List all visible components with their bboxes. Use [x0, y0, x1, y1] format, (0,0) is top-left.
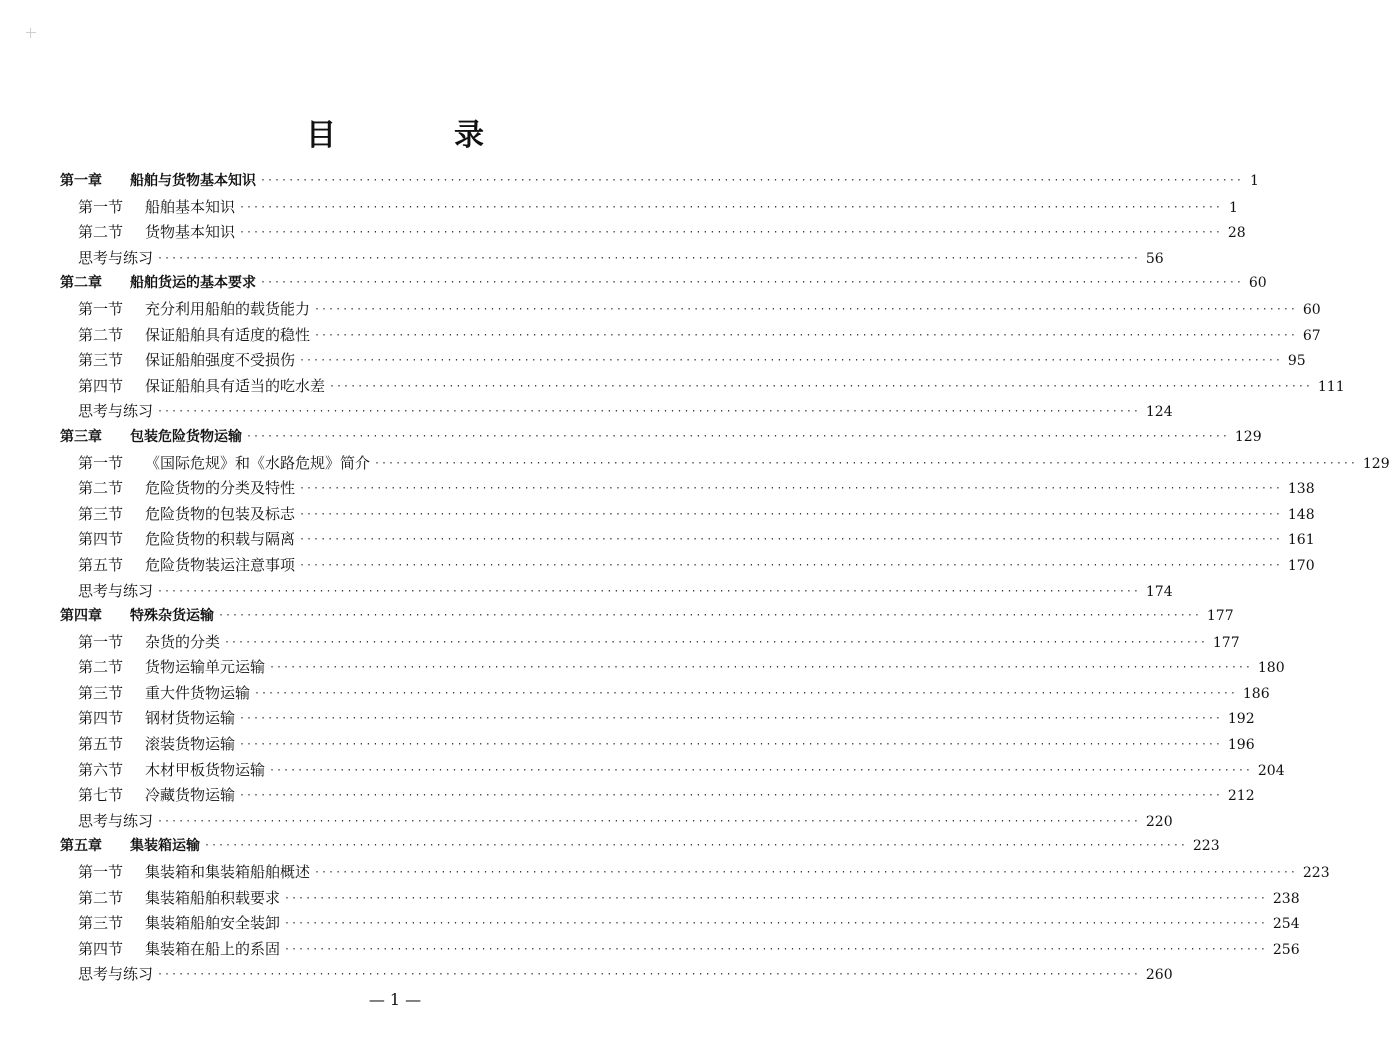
toc-section-row — [60, 553, 1315, 579]
toc-page-number: 124 — [1145, 404, 1173, 421]
toc-entry-number: 第四节 — [78, 530, 124, 549]
toc-entry-number: 第一节 — [78, 197, 124, 216]
toc-entry-number: 第三节 — [78, 351, 124, 370]
toc-page-number: 204 — [1257, 762, 1285, 779]
toc-entry-title: 思考与练习 — [78, 402, 154, 421]
toc-dot-leader: ············································································································································ — [239, 227, 1222, 239]
toc-entry-title: 集装箱船舶积载要求 — [145, 888, 281, 907]
toc-page-number: 180 — [1257, 660, 1285, 677]
toc-entry-number: 第二节 — [78, 325, 124, 344]
toc-entry-title: 钢材货物运输 — [145, 709, 236, 728]
toc-section-row — [60, 706, 1255, 732]
toc-section-row — [60, 886, 1300, 912]
toc-page-number: 170 — [1287, 557, 1315, 574]
toc-entry-title: 思考与练习 — [78, 965, 154, 984]
toc-section-row — [60, 195, 1238, 221]
toc-page-number: 148 — [1287, 506, 1315, 523]
toc-entry-number: 第三章 — [60, 428, 102, 445]
toc-entry-number: 第二节 — [78, 658, 124, 677]
toc-exercise-row — [60, 246, 1164, 272]
toc-page-number: 95 — [1287, 353, 1306, 370]
toc-page-number: 254 — [1272, 916, 1300, 933]
toc-section-row — [60, 630, 1240, 656]
toc-page-number: 256 — [1272, 941, 1300, 958]
toc-dot-leader: ············································································································································ — [239, 713, 1222, 725]
toc-dot-leader: ············································································································································ — [284, 918, 1267, 930]
toc-entry-title: 思考与练习 — [78, 811, 154, 830]
toc-section-row — [60, 783, 1255, 809]
toc-dot-leader: ············································································································································ — [246, 430, 1229, 442]
toc-dot-leader: ············································································································································ — [374, 457, 1357, 469]
toc-page-number: 28 — [1227, 225, 1246, 242]
toc-entry-title: 集装箱在船上的系固 — [145, 939, 281, 958]
toc-entry-number: 第四节 — [78, 709, 124, 728]
toc-entry-title: 货物基本知识 — [145, 223, 236, 242]
toc-section-row — [60, 911, 1300, 937]
toc-page-number: 223 — [1302, 865, 1330, 882]
toc-dot-leader: ············································································································································ — [239, 790, 1222, 802]
toc-section-row — [60, 681, 1270, 707]
toc-entry-title: 滚装货物运输 — [145, 735, 236, 754]
crop-mark-top-left-h — [26, 32, 36, 33]
toc-section-row — [60, 502, 1315, 528]
toc-page-number: 223 — [1192, 838, 1220, 855]
toc-entry-number: 第四节 — [78, 939, 124, 958]
toc-entry-title: 危险货物的积载与隔离 — [145, 530, 296, 549]
toc-entry-number: 第一节 — [78, 453, 124, 472]
toc-chapter-row — [60, 169, 1259, 195]
toc-entry-title: 危险货物的分类及特性 — [145, 479, 296, 498]
toc-entry-number: 第一节 — [78, 632, 124, 651]
toc-entry-number: 第二节 — [78, 223, 124, 242]
toc-entry-title: 冷藏货物运输 — [145, 786, 236, 805]
toc-entry-number: 第四节 — [78, 376, 124, 395]
toc-chapter-row — [60, 425, 1262, 451]
toc-entry-title: 思考与练习 — [78, 248, 154, 267]
toc-page-number: 161 — [1287, 532, 1315, 549]
toc-section-row — [60, 220, 1246, 246]
toc-page-number: 174 — [1145, 583, 1173, 600]
toc-entry-title: 思考与练习 — [78, 581, 154, 600]
toc-chapter-row — [60, 271, 1267, 297]
toc-page-number: 111 — [1317, 378, 1345, 395]
toc-section-row — [60, 655, 1285, 681]
toc-entry-number: 第二节 — [78, 888, 124, 907]
toc-page-number: 212 — [1227, 788, 1255, 805]
toc-dot-leader: ············································································································································ — [299, 534, 1282, 546]
toc-entry-title: 保证船舶强度不受损伤 — [145, 351, 296, 370]
toc-dot-leader: ············································································································································ — [269, 662, 1252, 674]
toc-entry-number: 第三节 — [78, 504, 124, 523]
toc-page-number: 196 — [1227, 737, 1255, 754]
toc-section-row — [60, 732, 1255, 758]
toc-dot-leader: ············································································································································ — [299, 355, 1282, 367]
toc-page-number: 238 — [1272, 890, 1300, 907]
toc-dot-leader: ············································································································································ — [157, 406, 1140, 418]
toc-dot-leader: ············································································································································ — [157, 969, 1140, 981]
toc-page-number: 260 — [1145, 967, 1173, 984]
toc-section-row — [60, 297, 1321, 323]
toc-dot-leader: ············································································································································ — [314, 867, 1297, 879]
toc-entry-number: 第三节 — [78, 914, 124, 933]
toc-section-row — [60, 348, 1306, 374]
toc-page-number: 138 — [1287, 481, 1315, 498]
toc-entry-title: 保证船舶具有适度的稳性 — [145, 325, 311, 344]
toc-entry-number: 第二节 — [78, 479, 124, 498]
toc-dot-leader: ············································································································································ — [299, 508, 1282, 520]
toc-section-row — [60, 527, 1315, 553]
toc-dot-leader: ············································································································································ — [239, 201, 1222, 213]
toc-dot-leader: ············································································································································ — [269, 764, 1252, 776]
toc-page-number: 60 — [1248, 275, 1267, 292]
toc-dot-leader: ············································································································································ — [314, 329, 1297, 341]
toc-entry-title: 保证船舶具有适当的吃水差 — [145, 376, 326, 395]
toc-entry-number: 第一章 — [60, 173, 102, 189]
toc-section-row — [60, 451, 1390, 477]
toc-section-row — [60, 323, 1321, 349]
page-number-footer: — 1 — — [368, 990, 422, 1009]
toc-dot-leader: ············································································································································ — [284, 892, 1267, 904]
toc-entry-number: 第七节 — [78, 786, 124, 805]
toc-entry-number: 第一节 — [78, 863, 124, 882]
toc-entry-title: 危险货物装运注意事项 — [145, 555, 296, 574]
toc-exercise-row — [60, 809, 1173, 835]
toc-dot-leader: ············································································································································ — [260, 175, 1243, 186]
toc-entry-title: 危险货物的包装及标志 — [145, 504, 296, 523]
toc-entry-number: 第四章 — [60, 608, 102, 625]
toc-dot-leader: ············································································································································ — [314, 303, 1297, 315]
toc-entry-title: 船舶与货物基本知识 — [130, 173, 256, 189]
toc-entry-title: 《国际危规》和《水路危规》简介 — [145, 453, 371, 472]
toc-chapter-row — [60, 834, 1220, 860]
toc-page-number: 56 — [1145, 250, 1164, 267]
toc-dot-leader: ············································································································································ — [260, 277, 1243, 289]
toc-entry-number: 第二章 — [60, 275, 102, 292]
toc-entry-number: 第五节 — [78, 735, 124, 754]
toc-entry-number: 第三节 — [78, 683, 124, 702]
toc-dot-leader: ············································································································································ — [284, 943, 1267, 955]
toc-entry-title: 船舶货运的基本要求 — [130, 275, 256, 292]
toc-section-row — [60, 758, 1285, 784]
toc-entry-title: 集装箱船舶安全装卸 — [145, 914, 281, 933]
toc-dot-leader: ············································································································································ — [218, 610, 1201, 622]
toc-page-number: 1 — [1249, 173, 1259, 189]
toc-dot-leader: ············································································································································ — [254, 687, 1237, 699]
toc-page-number: 67 — [1302, 327, 1321, 344]
toc-dot-leader: ············································································································································ — [157, 815, 1140, 827]
toc-page-number: 60 — [1302, 301, 1321, 318]
toc-dot-leader: ············································································································································ — [239, 739, 1222, 751]
toc-entry-title: 集装箱运输 — [130, 838, 200, 855]
toc-page-number: 177 — [1206, 608, 1234, 625]
toc-entry-title: 集装箱和集装箱船舶概述 — [145, 863, 311, 882]
toc-section-row — [60, 937, 1300, 963]
toc-entry-title: 船舶基本知识 — [145, 197, 236, 216]
toc-page-number: 192 — [1227, 711, 1255, 728]
toc-dot-leader: ············································································································································ — [329, 380, 1312, 392]
toc-dot-leader: ············································································································································ — [157, 585, 1140, 597]
toc-entry-title: 充分利用船舶的载货能力 — [145, 299, 311, 318]
toc-entry-title: 重大件货物运输 — [145, 683, 251, 702]
toc-exercise-row — [60, 399, 1173, 425]
toc-page-number: 129 — [1234, 428, 1262, 445]
toc-page-number: 186 — [1242, 685, 1270, 702]
toc-exercise-row — [60, 962, 1173, 988]
toc-page-number: 129 — [1362, 455, 1390, 472]
toc-chapter-row — [60, 604, 1234, 630]
toc-section-row — [60, 860, 1330, 886]
toc-entry-title: 包装危险货物运输 — [130, 428, 242, 445]
toc-entry-title: 特殊杂货运输 — [130, 608, 214, 625]
toc-entry-title: 木材甲板货物运输 — [145, 760, 266, 779]
toc-section-row — [60, 374, 1345, 400]
toc-entry-title: 货物运输单元运输 — [145, 658, 266, 677]
toc-entry-title: 杂货的分类 — [145, 632, 221, 651]
toc-dot-leader: ············································································································································ — [224, 636, 1207, 648]
crop-mark-top-left — [30, 28, 31, 38]
toc-dot-leader: ············································································································································ — [204, 840, 1187, 852]
toc-dot-leader: ············································································································································ — [157, 252, 1140, 264]
toc-dot-leader: ············································································································································ — [299, 559, 1282, 571]
toc-exercise-row — [60, 579, 1173, 605]
toc-page-number: 1 — [1228, 199, 1238, 216]
toc-entry-number: 第五章 — [60, 838, 102, 855]
toc-section-row — [60, 476, 1315, 502]
page-title: 目 录 — [306, 118, 528, 154]
toc-dot-leader: ············································································································································ — [299, 483, 1282, 495]
table-of-contents — [60, 169, 1390, 988]
toc-page-number: 177 — [1212, 634, 1240, 651]
toc-entry-number: 第六节 — [78, 760, 124, 779]
toc-entry-number: 第五节 — [78, 555, 124, 574]
toc-entry-number: 第一节 — [78, 299, 124, 318]
toc-page-number: 220 — [1145, 813, 1173, 830]
